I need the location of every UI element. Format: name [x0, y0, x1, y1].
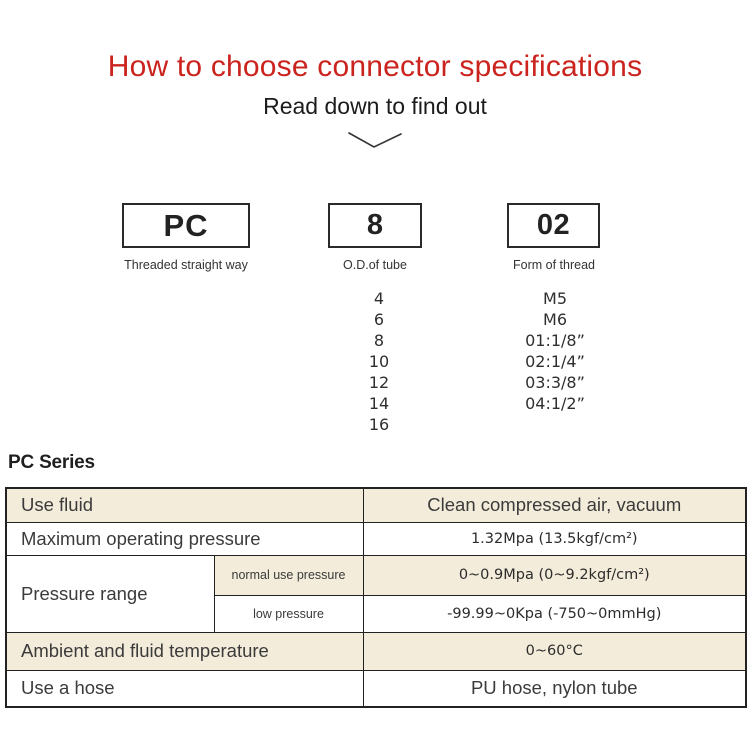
- page-title: How to choose connector specifications: [107, 50, 643, 83]
- spec-table: [5, 487, 747, 708]
- series-title: PC Series: [8, 452, 95, 473]
- option-item: M6: [543, 310, 567, 329]
- chevron-down-icon: [346, 130, 404, 157]
- spec-sublabel-normal-pressure: normal use pressure: [214, 555, 363, 595]
- code-box-thread-text: 02: [536, 209, 571, 241]
- code-box-tube-od: [328, 203, 422, 248]
- option-item: 10: [368, 352, 390, 371]
- code-label-thread: Form of thread: [513, 258, 595, 272]
- spec-value-normal-pressure: 0~0.9Mpa (0~9.2kgf/cm²): [363, 555, 746, 595]
- table-row: [6, 670, 746, 707]
- code-box-thread: [507, 203, 600, 248]
- option-item: 4: [373, 289, 385, 308]
- code-box-series-text: PC: [163, 207, 209, 243]
- thread-form-options: [525, 288, 585, 414]
- spec-label-temperature: Ambient and fluid temperature: [6, 632, 363, 670]
- spec-label-max-pressure: Maximum operating pressure: [6, 522, 363, 555]
- spec-label-pressure-range: Pressure range: [6, 555, 214, 632]
- table-row: [6, 488, 746, 522]
- table-row: [6, 522, 746, 555]
- table-row: [6, 555, 746, 595]
- spec-value-hose: PU hose, nylon tube: [363, 670, 746, 707]
- table-row: [6, 632, 746, 670]
- option-item: 14: [368, 394, 390, 413]
- spec-label-use-fluid: Use fluid: [6, 488, 363, 522]
- option-item: 01:1/8”: [525, 331, 585, 350]
- code-label-tube-od: O.D.of tube: [343, 258, 407, 272]
- option-item: 6: [373, 310, 385, 329]
- option-item: 04:1/2”: [525, 394, 585, 413]
- option-item: M5: [543, 289, 567, 308]
- code-box-tube-od-text: 8: [366, 209, 384, 241]
- spec-label-hose: Use a hose: [6, 670, 363, 707]
- option-item: 03:3/8”: [525, 373, 585, 392]
- page-subtitle: Read down to find out: [263, 93, 487, 119]
- spec-sublabel-low-pressure: low pressure: [214, 595, 363, 632]
- option-item: 12: [368, 373, 390, 392]
- option-item: 02:1/4”: [525, 352, 585, 371]
- spec-value-use-fluid: Clean compressed air, vacuum: [363, 488, 746, 522]
- option-item: 8: [373, 331, 385, 350]
- spec-value-low-pressure: -99.99~0Kpa (-750~0mmHg): [363, 595, 746, 632]
- spec-value-temperature: 0~60°C: [363, 632, 746, 670]
- code-label-series: Threaded straight way: [124, 258, 248, 272]
- tube-od-options: [369, 288, 389, 435]
- code-box-series: [122, 203, 250, 248]
- option-item: 16: [368, 415, 390, 434]
- spec-value-max-pressure: 1.32Mpa (13.5kgf/cm²): [363, 522, 746, 555]
